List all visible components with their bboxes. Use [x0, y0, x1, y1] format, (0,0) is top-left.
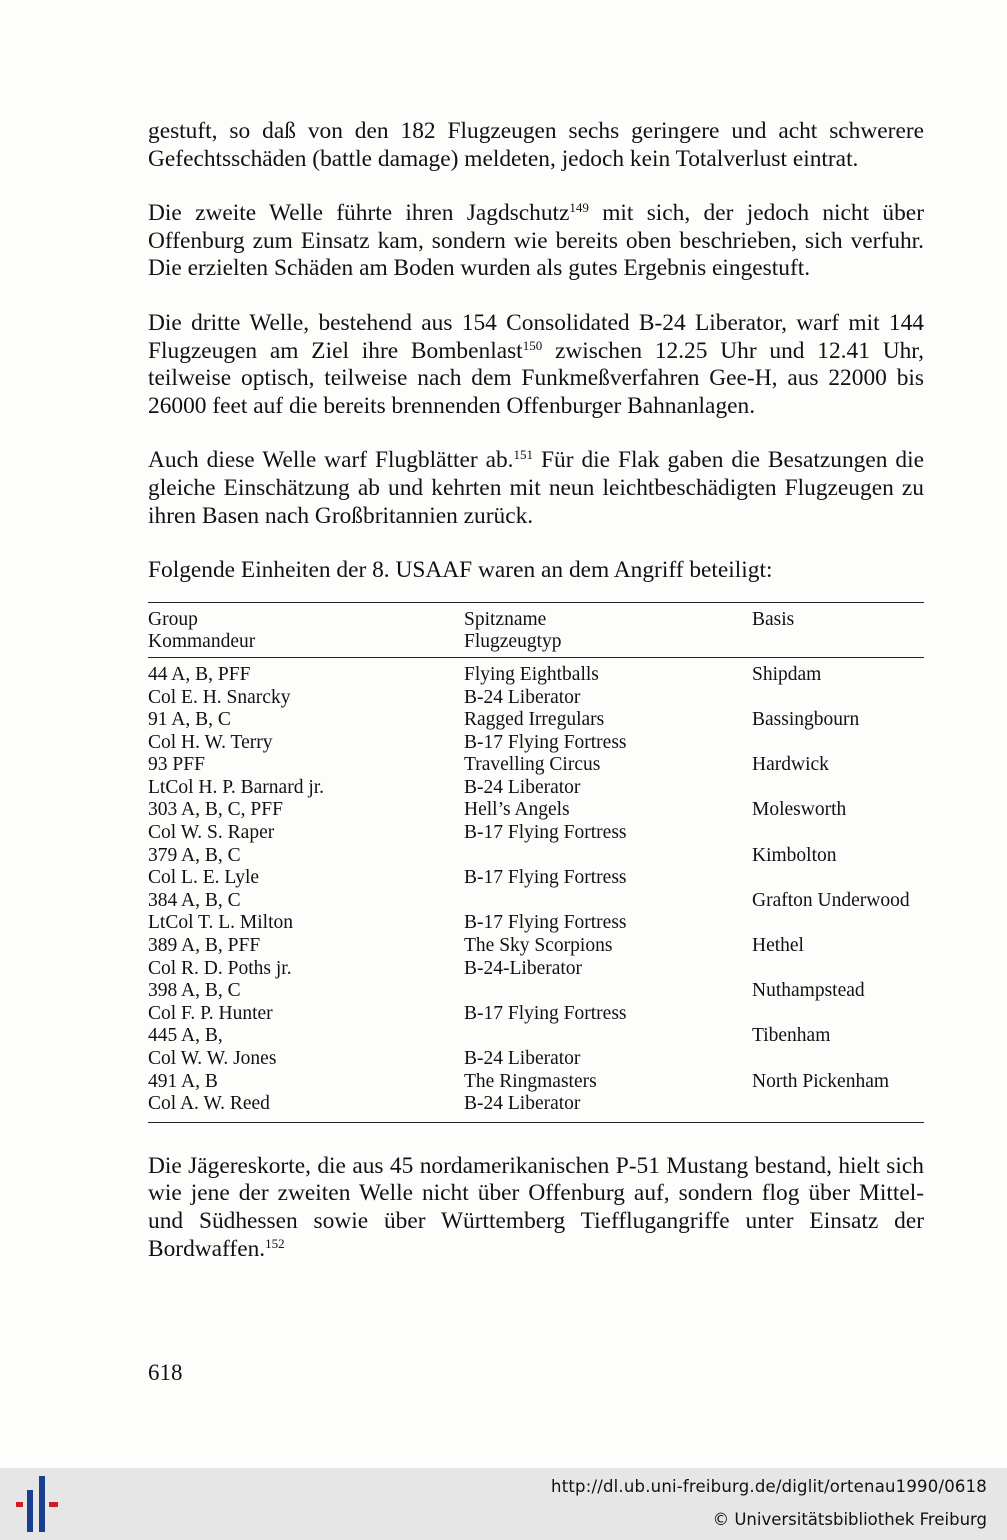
group-cell: [148, 1025, 464, 1070]
group-cell: [148, 799, 464, 844]
commander-text: LtCol H. P. Barnard jr.: [148, 776, 325, 798]
base-text: North Pickenham: [752, 1070, 890, 1092]
paragraph-5: Folgende Einheiten der 8. USAAF waren an dem Angriff beteiligt:: [148, 557, 773, 584]
base-cell: [752, 1025, 924, 1070]
table-row: [148, 709, 924, 754]
group-cell: [148, 1071, 464, 1116]
table-row: [148, 1071, 924, 1116]
base-cell: [752, 890, 924, 935]
table-row: [148, 890, 924, 935]
header-group-kommandeur: Group Kommandeur: [148, 608, 256, 653]
closing-paragraph: Die Jägereskorte, die aus 45 nordamerikanischen P-51 Mustang bestand, hielt sich wie jene der zweiten Welle nicht über Offenburg auf, sondern flog über Mittel- und Südhessen sowie über Württemberg Tiefflugangriffe unter Einsatz der Bordwaffen.$^{152}$: [148, 1152, 924, 1262]
aircraft-cell: [464, 890, 752, 935]
group-text: 389 A, B, PFF: [148, 935, 261, 957]
paragraph-4: Auch diese Welle warf Flugblätter ab.$^{151}$ Für die Flak gaben die Besatzungen die gleiche Einschätzung ab und kehrten mit neun leichtbeschädigten Flugzeugen zu ihren Basen nach Großbritannien zurück.: [148, 447, 924, 529]
group-cell: [148, 709, 464, 754]
page-number: 618: [148, 1360, 183, 1385]
table-row: [148, 845, 924, 890]
aircraft-text: B-17 Flying Fortress: [464, 912, 627, 934]
units-table: [148, 602, 924, 1123]
group-cell: [148, 754, 464, 799]
aircraft-text: B-17 Flying Fortress: [464, 731, 627, 753]
base-text: Bassingbourn: [752, 709, 860, 731]
footnote-ref-149: 149: [569, 200, 589, 216]
base-cell: [752, 709, 924, 754]
ub-freiburg-logo-icon: [12, 1474, 64, 1534]
group-cell: [148, 664, 464, 709]
aircraft-text: B-17 Flying Fortress: [464, 822, 627, 844]
commander-text: Col R. D. Poths jr.: [148, 957, 292, 979]
nickname-text: [464, 980, 752, 1003]
commander-text: Col F. P. Hunter: [148, 1002, 273, 1024]
nickname-text: [464, 1025, 752, 1048]
base-cell: [752, 980, 924, 1025]
nickname-text: [464, 890, 752, 913]
nickname-text: The Ringmasters: [464, 1070, 597, 1092]
group-cell: [148, 845, 464, 890]
aircraft-cell: [464, 935, 752, 980]
group-cell: [148, 935, 464, 980]
base-text: Kimbolton: [752, 844, 837, 866]
base-cell: [752, 1071, 924, 1116]
commander-text: Col A. W. Reed: [148, 1093, 270, 1115]
group-text: 379 A, B, C: [148, 844, 241, 866]
base-text: Hethel: [752, 935, 804, 957]
base-cell: [752, 754, 924, 799]
aircraft-text: B-24-Liberator: [464, 957, 583, 979]
header-basis: Basis: [752, 608, 795, 630]
group-text: 93 PFF: [148, 754, 205, 776]
table-row: [148, 935, 924, 980]
commander-text: LtCol T. L. Milton: [148, 912, 293, 934]
footnote-ref-150: 150: [522, 337, 543, 353]
commander-text: Col W. S. Raper: [148, 822, 275, 844]
group-text: 445 A, B,: [148, 1025, 223, 1047]
aircraft-cell: [464, 1025, 752, 1070]
aircraft-cell: [464, 980, 752, 1025]
base-cell: [752, 799, 924, 844]
commander-text: Col W. W. Jones: [148, 1048, 277, 1069]
aircraft-cell: [464, 799, 752, 844]
aircraft-cell: [464, 754, 752, 799]
header-spitzname-flugzeugtyp: Spitzname Flugzeugtyp: [464, 608, 562, 653]
aircraft-text: B-24 Liberator: [464, 776, 581, 798]
aircraft-text: B-24 Liberator: [464, 686, 581, 708]
nickname-text: [464, 845, 752, 868]
table-row: [148, 799, 924, 844]
commander-text: Col E. H. Snarcky: [148, 686, 291, 708]
footnote-ref-152: 152: [265, 1235, 285, 1251]
aircraft-cell: [464, 1071, 752, 1116]
base-text: Tibenham: [752, 1025, 831, 1047]
group-text: 384 A, B, C: [148, 889, 241, 911]
paragraph-2: Die zweite Welle führte ihren Jagdschutz$^{149}$ mit sich, der jedoch nicht über Offenburg zum Einsatz kam, sondern wie bereits oben beschrieben, sich verfuhr. Die erzielten Schäden am Boden wurden als gutes Ergebnis eingestuft.: [148, 200, 924, 282]
table-row: [148, 980, 924, 1025]
group-text: 44 A, B, PFF: [148, 663, 251, 685]
base-cell: [752, 935, 924, 980]
base-text: Hardwick: [752, 754, 829, 776]
aircraft-text: B-24 Liberator: [464, 1093, 581, 1115]
base-text: Molesworth: [752, 799, 847, 821]
group-cell: [148, 890, 464, 935]
nickname-text: Hell’s Angels: [464, 799, 570, 821]
footnote-ref-151: 151: [513, 447, 534, 463]
aircraft-text: B-24 Liberator: [464, 1048, 581, 1069]
aircraft-cell: [464, 664, 752, 709]
table-header: [148, 603, 924, 654]
nickname-text: Travelling Circus: [464, 754, 601, 776]
group-text: 398 A, B, C: [148, 980, 241, 1002]
table-row: [148, 754, 924, 799]
group-text: 303 A, B, C, PFF: [148, 799, 283, 821]
table-body: [148, 658, 924, 1116]
aircraft-text: B-17 Flying Fortress: [464, 1002, 627, 1024]
commander-text: Col L. E. Lyle: [148, 867, 260, 889]
nickname-text: Flying Eightballs: [464, 663, 599, 685]
base-text: Shipdam: [752, 663, 822, 685]
base-cell: [752, 845, 924, 890]
paragraph-3: Die dritte Welle, bestehend aus 154 Consolidated B-24 Liberator, warf mit 144 Flugzeugen am Ziel ihre Bombenlast$^{150}$ zwischen 12.25 Uhr und 12.41 Uhr, teilweise optisch, teilweise nach dem Funkmeßverfahren Gee-H, aus 22000 bis 26000 feet auf die bereits brennenden Offenburger Bahnanlagen.: [148, 309, 925, 419]
group-text: 491 A, B: [148, 1070, 218, 1092]
copyright-notice: © Universitätsbibliothek Freiburg: [712, 1510, 987, 1529]
commander-text: Col H. W. Terry: [148, 731, 273, 753]
base-text: Grafton Underwood: [752, 889, 910, 911]
table-row: [148, 664, 924, 709]
base-cell: [752, 664, 924, 709]
nickname-text: The Sky Scorpions: [464, 935, 613, 957]
aircraft-text: B-17 Flying Fortress: [464, 867, 627, 889]
page-content: [148, 118, 924, 1263]
paragraph-1: gestuft, so daß von den 182 Flugzeugen sechs geringere und acht schwerere Gefechtsschäden (battle damage) meldeten, jedoch kein Totalverlust eintrat.: [148, 118, 924, 172]
source-url-link[interactable]: http://dl.ub.uni-freiburg.de/diglit/ortenau1990/0618: [551, 1477, 987, 1496]
aircraft-cell: [464, 709, 752, 754]
aircraft-cell: [464, 845, 752, 890]
base-text: Nuthampstead: [752, 980, 865, 1002]
nickname-text: Ragged Irregulars: [464, 709, 605, 731]
group-cell: [148, 980, 464, 1025]
group-text: 91 A, B, C: [148, 709, 231, 731]
table-row: [148, 1025, 924, 1070]
